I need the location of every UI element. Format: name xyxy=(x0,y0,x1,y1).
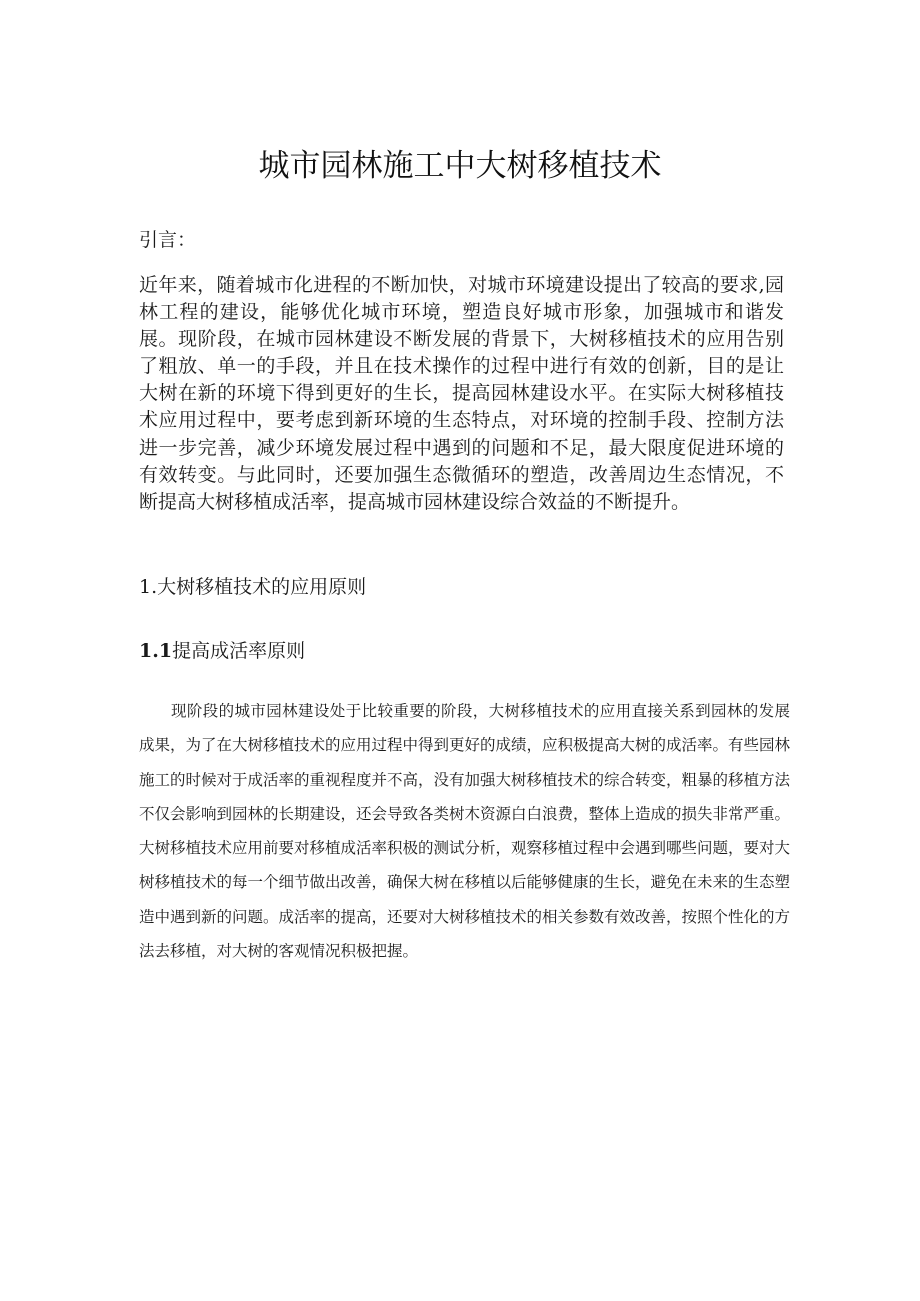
document-title: 城市园林施工中大树移植技术 xyxy=(258,148,662,184)
section-1-1-paragraph: 现阶段的城市园林建设处于比较重要的阶段，大树移植技术的应用直接关系到园林的发展成果，为了在大树移植技术的应用过程中得到更好的成绩，应积极提高大树的成活率。有些园林施工的时候对于成活率的重视程度并不高，没有加强大树移植技术的综合转变，粗暴的移植方法不仅会影响到园林的长期建设，还会导致各类树木资源白白浪费，整体上造成的损失非常严重。大树移植技术应用前要对移植成活率积极的测试分析，观察移植过程中会遇到哪些问题，要对大树移植技术的每一个细节做出改善，确保大树在移植以后能够健康的生长，避免在未来的生态塑造中遇到新的问题。成活率的提高，还要对大树移植技术的相关参数有效改善，按照个性化的方法去移植，对大树的客观情况积极把握。 xyxy=(139,702,791,961)
section-1-1-title: 提高成活率原则 xyxy=(172,640,306,662)
section-1-heading: 1.大树移植技术的应用原则 xyxy=(139,576,367,598)
intro-paragraph: 近年来，随着城市化进程的不断加快，对城市环境建设提出了较高的要求,园林工程的建设，能够优化城市环境，塑造良好城市形象，加强城市和谐发展。现阶段，在城市园林建设不断发展的背景下，大树移植技术的应用告别了粗放、单一的手段，并且在技术操作的过程中进行有效的创新，目的是让大树在新的环境下得到更好的生长，提高园林建设水平。在实际大树移植技术应用过程中，要考虑到新环境的生态特点，对环境的控制手段、控制方法进一步完善，减少环境发展过程中遇到的问题和不足，最大限度促进环境的有效转变。与此同时，还要加强生态微循环的塑造，改善周边生态情况，不断提高大树移植成活率，提高城市园林建设综合效益的不断提升。 xyxy=(139,274,784,513)
section-1-1-heading xyxy=(139,636,305,663)
intro-label: 引言： xyxy=(139,229,197,251)
section-1-1-number: 1.1 xyxy=(139,640,173,662)
